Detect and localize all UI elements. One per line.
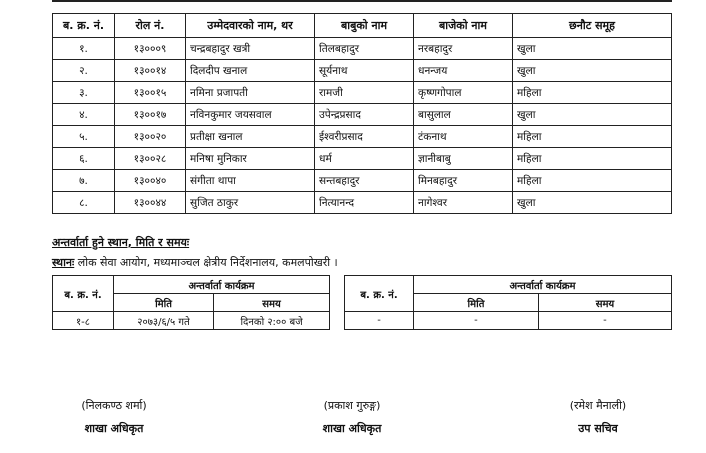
cell-serial: ३. [53,82,115,104]
table-row [53,38,672,60]
interview-heading: अन्तर्वार्ता हुने स्थान, मिति र समयः [52,236,190,249]
schedule1-time: दिनको २:०० बजे [214,312,330,330]
schedule1-date: २०७३/६/५ गते [114,312,214,330]
schedule-table-1 [52,275,330,330]
cell-serial: ८. [53,192,115,214]
cell-roll: १३००१४ [115,60,186,82]
cell-group: खुला [513,104,672,126]
cell-group: महिला [513,170,672,192]
top-rule [52,0,672,2]
cell-candidate-name: नविनकुमार जयसवाल [186,104,315,126]
header-group: छनौट समूह [513,14,672,38]
cell-roll: १३००४० [115,170,186,192]
schedule2-time-header: समय [538,294,671,312]
cell-grandfather-name: कृष्णगोपाल [414,82,513,104]
cell-candidate-name: दिलदीप खनाल [186,60,315,82]
signatory-title: शाखा अधिकृत [322,422,382,435]
header-roll: रोल नं. [115,14,186,38]
schedule1-date-header: मिति [114,294,214,312]
cell-serial: ६. [53,148,115,170]
cell-group: खुला [513,192,672,214]
cell-candidate-name: चन्द्रबहादुर खत्री [186,38,315,60]
cell-roll: १३००२८ [115,148,186,170]
cell-group: महिला [513,126,672,148]
schedule2-serial-header: ब. क्र. नं. [345,276,414,312]
cell-group: खुला [513,60,672,82]
signatory-title: उप सचिव [578,422,618,435]
venue-line [52,255,338,270]
cell-serial: २. [53,60,115,82]
venue-label: स्थानः [52,256,75,269]
schedule2-program-header: अन्तर्वार्ता कार्यक्रम [414,276,672,294]
cell-roll: १३००१७ [115,104,186,126]
cell-father-name: ईश्वरीप्रसाद [315,126,414,148]
schedule2-time: - [538,312,671,330]
schedule2-serial: - [345,312,414,330]
cell-father-name: सन्तबहादुर [315,170,414,192]
table-row [53,82,672,104]
signatory-name: (निलकण्ठ शर्मा) [81,399,147,412]
table-header-row [53,14,672,38]
cell-serial: ४. [53,104,115,126]
table-row [53,104,672,126]
cell-father-name: रामजी [315,82,414,104]
venue-text: लोक सेवा आयोग, मध्यमाञ्चल क्षेत्रीय निर्देशनालय, कमलपोखरी । [77,256,338,269]
schedule1-serial-header: ब. क्र. नं. [53,276,114,312]
header-candidate-name: उम्मेदवारको नाम, थर [186,14,315,38]
signatory-title: शाखा अधिकृत [84,422,144,435]
cell-grandfather-name: मिनबहादुर [414,170,513,192]
table-row [53,60,672,82]
signature-block [54,398,174,436]
cell-father-name: धर्म [315,148,414,170]
cell-grandfather-name: नागेश्वर [414,192,513,214]
cell-grandfather-name: बासुलाल [414,104,513,126]
cell-group: महिला [513,148,672,170]
table-row [53,148,672,170]
cell-father-name: तिलबहादुर [315,38,414,60]
cell-candidate-name: सुजित ठाकुर [186,192,315,214]
table-row [53,192,672,214]
cell-roll: १३००४४ [115,192,186,214]
schedule2-date: - [414,312,539,330]
signatory-name: (प्रकाश गुरुङ्ग) [323,399,381,412]
cell-roll: १३००२० [115,126,186,148]
signature-block [538,398,658,436]
signatory-name: (रमेश मैनाली) [569,399,627,412]
schedule-table-2 [344,275,672,330]
cell-father-name: नित्यानन्द [315,192,414,214]
cell-grandfather-name: ज्ञानीबाबु [414,148,513,170]
header-grandfather-name: बाजेको नाम [414,14,513,38]
cell-candidate-name: मनिषा मुनिकार [186,148,315,170]
schedule2-date-header: मिति [414,294,539,312]
cell-grandfather-name: नरबहादुर [414,38,513,60]
cell-father-name: उपेन्द्रप्रसाद [315,104,414,126]
cell-roll: १३०००९ [115,38,186,60]
cell-serial: १. [53,38,115,60]
candidates-table [52,13,672,214]
header-serial: ब. क्र. नं. [53,14,115,38]
table-row [53,170,672,192]
cell-serial: ५. [53,126,115,148]
cell-grandfather-name: धनन्जय [414,60,513,82]
cell-group: महिला [513,82,672,104]
schedule1-program-header: अन्तर्वार्ता कार्यक्रम [114,276,330,294]
header-father-name: बाबुको नाम [315,14,414,38]
signature-block [292,398,412,436]
cell-roll: १३००१५ [115,82,186,104]
cell-serial: ७. [53,170,115,192]
cell-candidate-name: प्रतीक्षा खनाल [186,126,315,148]
schedule1-time-header: समय [214,294,330,312]
cell-group: खुला [513,38,672,60]
cell-grandfather-name: टंकनाथ [414,126,513,148]
cell-father-name: सूर्यनाथ [315,60,414,82]
cell-candidate-name: संगीता थापा [186,170,315,192]
table-row [53,126,672,148]
cell-candidate-name: नमिना प्रजापती [186,82,315,104]
schedule1-serial: १-८ [53,312,114,330]
